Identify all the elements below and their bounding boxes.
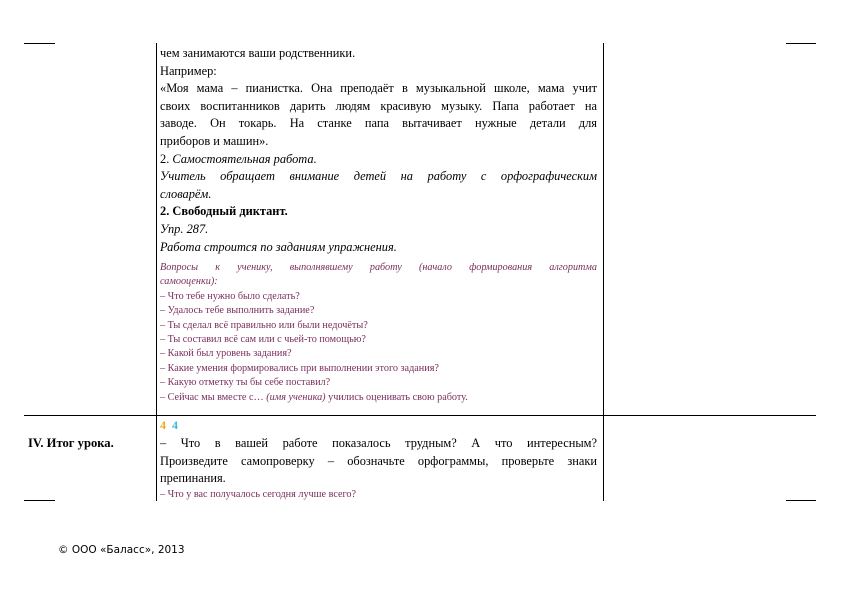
- question-item: – Какие умения формировались при выполнении этого задания?: [160, 362, 439, 374]
- text-line: приборов и машин».: [160, 133, 269, 148]
- question-text: учились оценивать свою работу.: [325, 391, 468, 403]
- stage-title: IV. Итог урока.: [28, 436, 114, 450]
- student-name-placeholder: (имя ученика): [266, 391, 326, 403]
- row-divider: [24, 415, 816, 416]
- question-text: – Сейчас мы вместе с…: [160, 391, 267, 403]
- score-mark-orange: 4: [160, 418, 166, 432]
- question-item: – Какую отметку ты бы себе поставил?: [160, 377, 331, 389]
- lesson-text-block: [160, 45, 597, 256]
- text-line: Учитель обращает внимание детей на работу с орфографическим: [160, 169, 597, 184]
- question-item: – Что у вас получалось сегодня лучше всего?: [160, 488, 357, 500]
- questions-intro: Вопросы к ученику, выполнявшему работу (начало формирования алгоритма: [160, 262, 597, 273]
- summary-text-block: [160, 435, 597, 502]
- table-top-border-left: [24, 43, 55, 44]
- section-number: 2.: [160, 151, 173, 166]
- table-top-border-right: [786, 43, 816, 44]
- text-line: словарём.: [160, 186, 212, 201]
- text-line: Произведите самопроверку – обозначьте орфограммы, проверьте знаки: [160, 453, 597, 468]
- score-mark-blue: 4: [172, 418, 178, 432]
- text-line: Работа строится по заданиям упражнения.: [160, 239, 397, 254]
- question-item: – Какой был уровень задания?: [160, 348, 292, 360]
- text-line: препинания.: [160, 471, 226, 486]
- text-line: – Что в вашей работе показалось трудным? А что интересным?: [160, 436, 597, 450]
- section-title: Самостоятельная работа.: [172, 151, 317, 166]
- text-line: заводе. Он токарь. На станке папа вытачивает нужные детали для: [160, 116, 597, 131]
- self-assessment-questions: [160, 261, 597, 405]
- question-item: – Ты сделал всё правильно или были недочёты?: [160, 319, 368, 331]
- question-item: – Что тебе нужно было сделать?: [160, 290, 300, 302]
- table-bottom-border-left: [24, 500, 55, 501]
- copyright-footer: © ООО «Баласс», 2013: [58, 544, 185, 556]
- text-line: Например:: [160, 63, 217, 78]
- text-line: чем занимаются ваши родственники.: [160, 46, 356, 60]
- section-heading-independent-work: [160, 151, 597, 169]
- column-divider-1: [156, 43, 157, 501]
- table-bottom-border-right: [786, 500, 816, 501]
- question-item: – Ты составил всё сам или с чьей-то помощью?: [160, 333, 366, 345]
- questions-intro: самооценки):: [160, 276, 218, 288]
- column-divider-2: [603, 43, 604, 501]
- question-item: – Удалось тебе выполнить задание?: [160, 305, 315, 317]
- text-line: своих воспитанников дарить людям красивую музыку. Папа работает на: [160, 98, 597, 113]
- exercise-ref: Упр. 287.: [160, 221, 209, 236]
- section-heading-dictation: 2. Свободный диктант.: [160, 204, 288, 219]
- question-item: [160, 391, 597, 405]
- text-line: «Моя мама – пианистка. Она преподаёт в музыкальной школе, мама учит: [160, 81, 597, 96]
- score-marks: [160, 418, 178, 433]
